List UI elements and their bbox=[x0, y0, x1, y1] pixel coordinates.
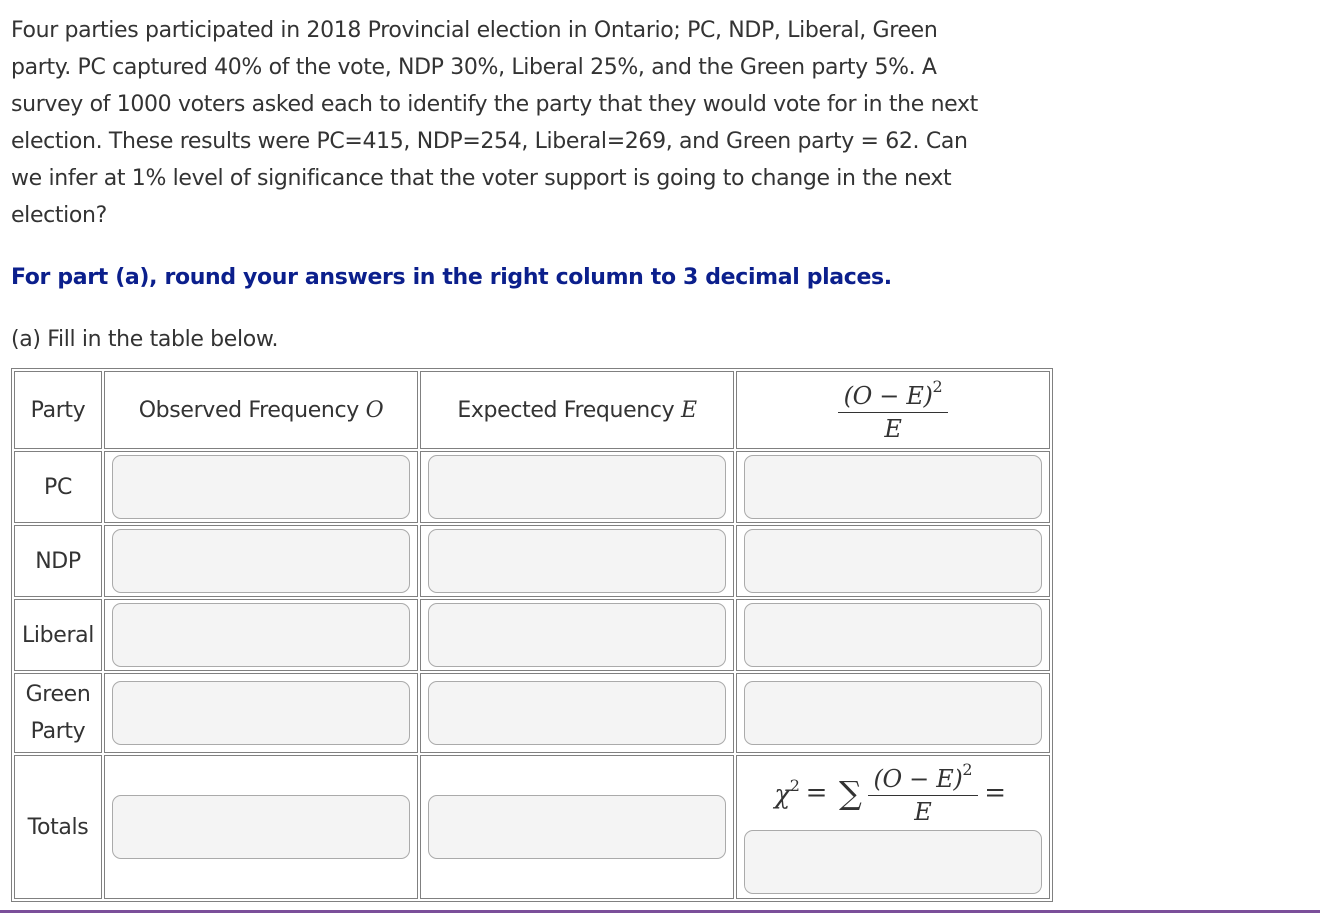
chi-square-fraction bbox=[868, 760, 979, 826]
chi-component-numerator: (O − E) bbox=[843, 382, 933, 410]
chi-component-input-ndp[interactable] bbox=[744, 529, 1042, 593]
frequency-table bbox=[11, 368, 1053, 902]
chi-component-input-liberal[interactable] bbox=[744, 603, 1042, 667]
expected-input-ndp[interactable] bbox=[428, 529, 726, 593]
observed-symbol: O bbox=[365, 397, 384, 423]
chi-square-total-input[interactable] bbox=[744, 830, 1042, 894]
rounding-instruction: For part (a), round your answers in the right column to 3 decimal places. bbox=[11, 265, 892, 290]
party-label-green: Green Party bbox=[25, 682, 91, 744]
chi-trailing-equals: = bbox=[984, 778, 1006, 808]
header-party bbox=[14, 371, 102, 449]
chi-component-denominator: E bbox=[884, 415, 902, 443]
chi-equals: = bbox=[805, 778, 828, 808]
party-label-liberal: Liberal bbox=[21, 622, 95, 648]
chi-component-exponent: 2 bbox=[932, 377, 943, 396]
chi-symbol: χ bbox=[774, 780, 790, 810]
chi-exponent: 2 bbox=[789, 776, 800, 795]
observed-input-liberal[interactable] bbox=[112, 603, 410, 667]
question-text: Four parties participated in 2018 Provincial election in Ontario; PC, NDP, Liberal, Green party. PC captured 40% of the vote, NDP 30%, Liberal 25%, and the Green party 5%. A survey of 1000 voters asked each to identify the party that they would vote for in the next election. These results were PC=415, NDP=254, Liberal=269, and Green party = 62. Can we infer at 1% level of significance that the voter support is going to change in the next election? bbox=[11, 18, 978, 228]
observed-input-ndp[interactable] bbox=[112, 529, 410, 593]
party-cell-ndp bbox=[14, 525, 102, 597]
chi-square-numerator: (O − E) bbox=[873, 765, 963, 793]
header-party-label: Party bbox=[30, 397, 86, 423]
expected-symbol: E bbox=[680, 397, 697, 423]
chi-square-denominator: E bbox=[914, 798, 932, 826]
chi-component-fraction bbox=[838, 377, 949, 443]
table-row-liberal bbox=[14, 599, 1050, 671]
part-a-label: (a) Fill in the table below. bbox=[11, 327, 279, 352]
table-header-row bbox=[14, 371, 1050, 449]
header-chi-component bbox=[736, 371, 1050, 449]
chi-square-formula bbox=[737, 756, 1049, 830]
expected-input-green[interactable] bbox=[428, 681, 726, 745]
expected-input-pc[interactable] bbox=[428, 455, 726, 519]
table-row-green bbox=[14, 673, 1050, 753]
table-row-totals bbox=[14, 755, 1050, 899]
chi-square-cell bbox=[736, 755, 1050, 899]
expected-input-liberal[interactable] bbox=[428, 603, 726, 667]
observed-input-green[interactable] bbox=[112, 681, 410, 745]
totals-cell bbox=[14, 755, 102, 899]
chi-component-input-green[interactable] bbox=[744, 681, 1042, 745]
table-row-pc bbox=[14, 451, 1050, 523]
sigma-symbol: ∑ bbox=[839, 774, 862, 812]
observed-total-input[interactable] bbox=[112, 795, 410, 859]
header-expected-label: Expected Frequency bbox=[457, 397, 675, 423]
header-observed-label: Observed Frequency bbox=[138, 397, 359, 423]
header-expected bbox=[420, 371, 734, 449]
expected-total-input[interactable] bbox=[428, 795, 726, 859]
totals-label: Totals bbox=[27, 814, 89, 840]
table-row-ndp bbox=[14, 525, 1050, 597]
party-label-ndp: NDP bbox=[35, 548, 81, 574]
observed-input-pc[interactable] bbox=[112, 455, 410, 519]
party-cell-green bbox=[14, 673, 102, 753]
party-cell-pc bbox=[14, 451, 102, 523]
chi-component-input-pc[interactable] bbox=[744, 455, 1042, 519]
chi-square-exponent: 2 bbox=[962, 760, 973, 779]
header-observed bbox=[104, 371, 418, 449]
party-cell-liberal bbox=[14, 599, 102, 671]
party-label-pc: PC bbox=[44, 474, 72, 500]
